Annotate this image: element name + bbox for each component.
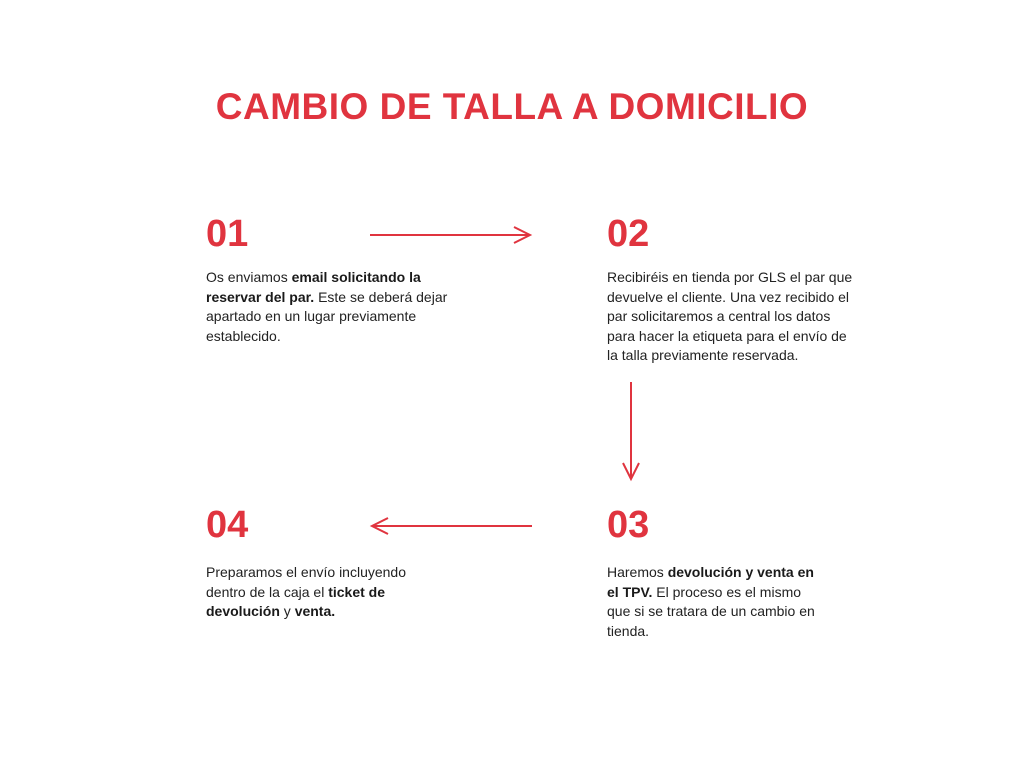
desc-text: Este se deberá dejar apartado en un lugar previamente establecido. bbox=[206, 288, 448, 344]
desc-text: y bbox=[279, 603, 295, 619]
desc-text: El proceso es el mismo que si se tratara de un cambio en tienda. bbox=[607, 583, 815, 639]
desc-text-bold: devolución y venta en el TPV. bbox=[607, 564, 814, 600]
step-number: 04 bbox=[206, 504, 249, 546]
step-03 bbox=[607, 505, 822, 641]
step-description bbox=[607, 563, 822, 641]
desc-text-bold: email solicitando la reservar del par. bbox=[206, 269, 421, 305]
desc-text-bold: venta. bbox=[294, 603, 336, 619]
step-02 bbox=[607, 214, 857, 366]
page-title: CAMBIO DE TALLA A DOMICILIO bbox=[215, 86, 809, 127]
step-description bbox=[607, 268, 857, 366]
arrow-down-icon bbox=[620, 380, 642, 484]
step-description bbox=[206, 268, 451, 346]
desc-text: Haremos bbox=[607, 564, 668, 580]
desc-text-bold: ticket de devolución bbox=[206, 583, 386, 619]
step-number: 03 bbox=[607, 504, 650, 546]
desc-text: Os enviamos bbox=[206, 269, 292, 285]
step-number: 01 bbox=[206, 213, 249, 255]
step-number: 02 bbox=[607, 213, 650, 255]
step-description bbox=[206, 563, 416, 622]
arrow-left-icon bbox=[366, 515, 534, 537]
desc-text: Recibiréis en tienda por GLS el par que devuelve el cliente. Una vez recibido el par solicitaremos a central los datos para hacer la etiqueta para el envío de la talla previamente reservada. bbox=[607, 269, 853, 363]
desc-text: Preparamos el envío incluyendo dentro de la caja el bbox=[206, 564, 407, 600]
arrow-right-icon bbox=[368, 224, 534, 246]
